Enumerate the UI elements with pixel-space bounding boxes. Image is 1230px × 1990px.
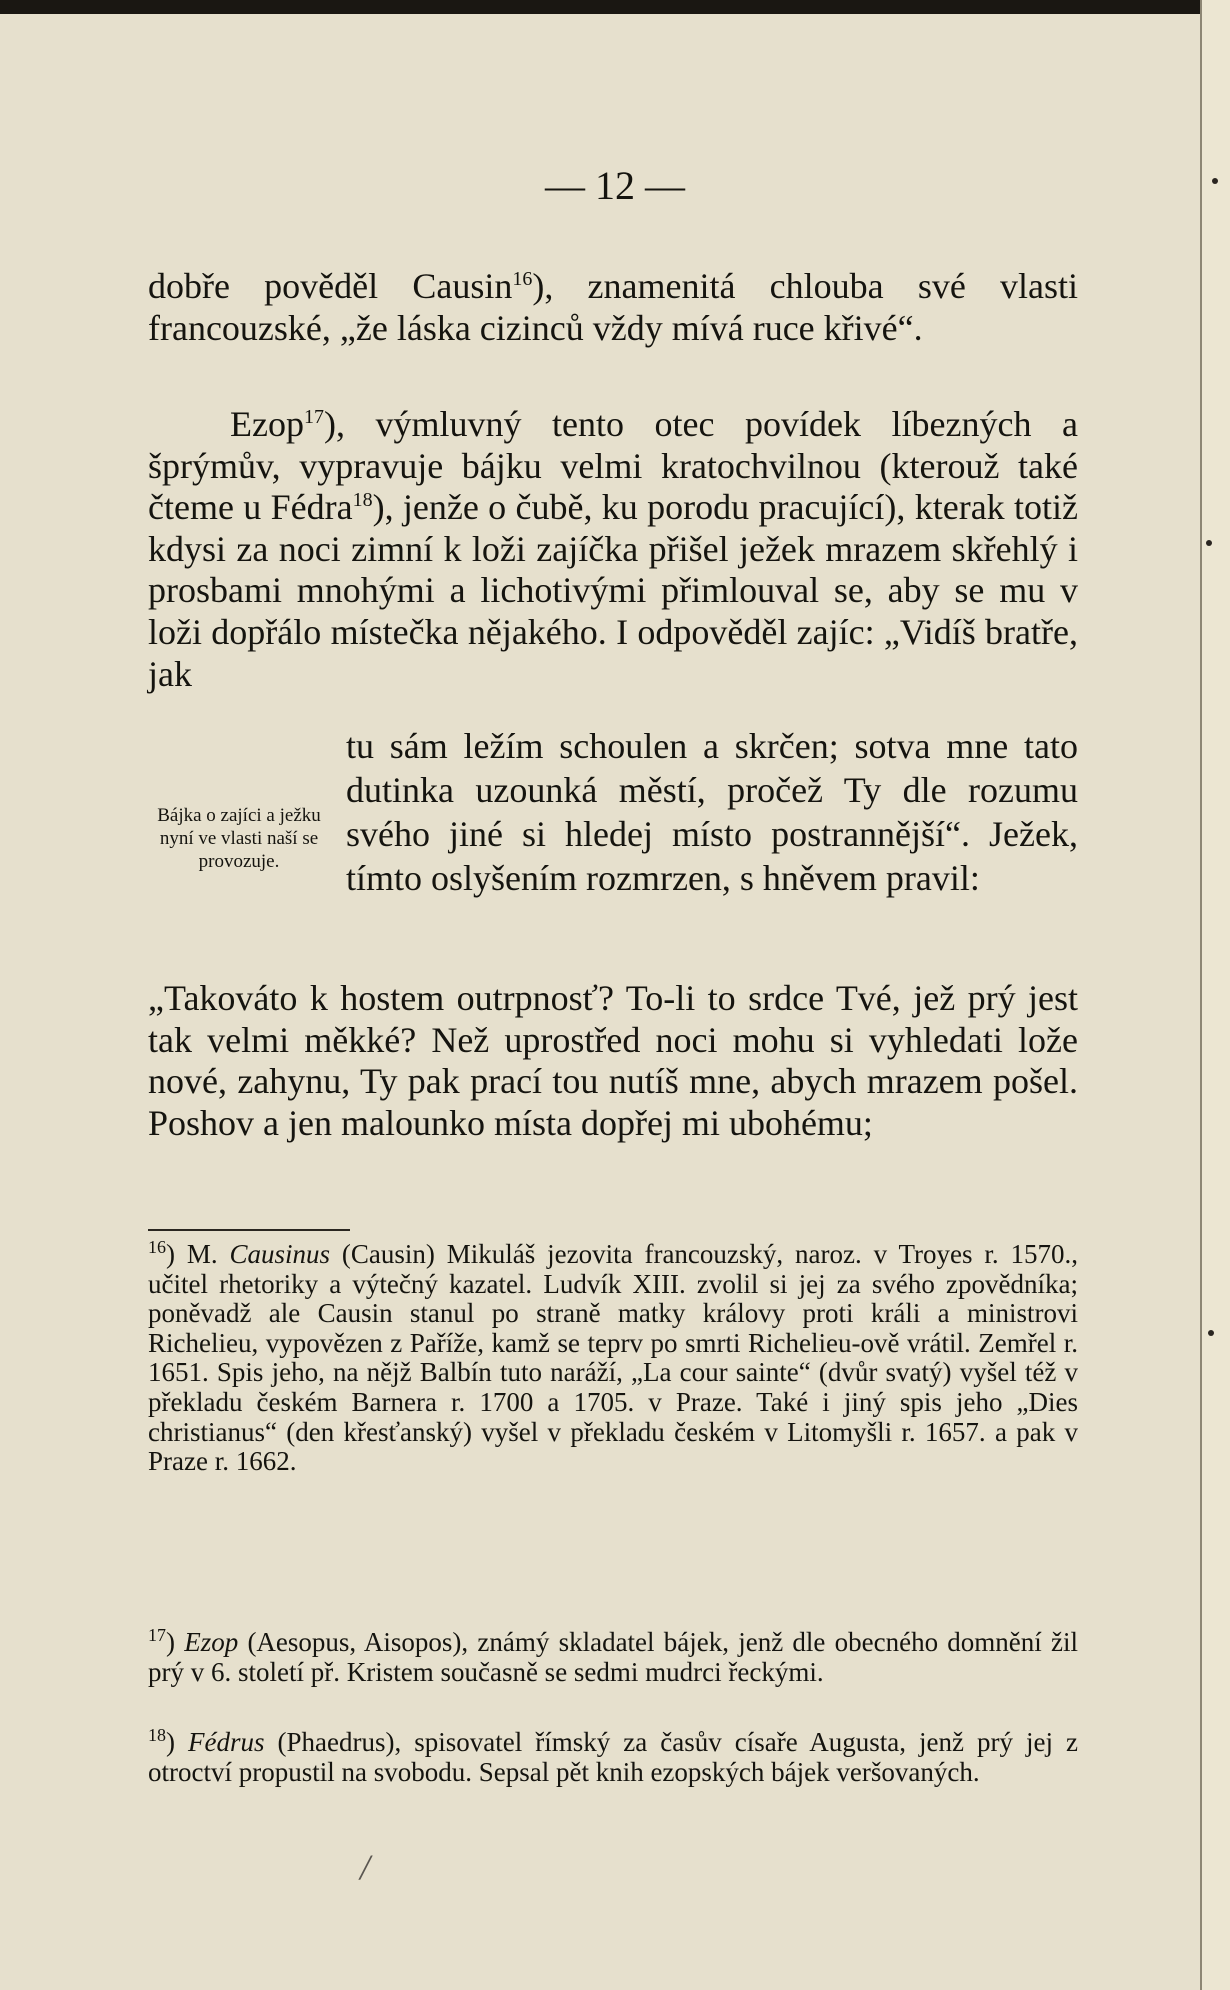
footnote-17-name: Ezop (184, 1627, 239, 1657)
side-note-block (148, 724, 1078, 900)
footnote-16-pre: M. (186, 1239, 230, 1269)
side-note: Bájka o zajíci a ježku nyní ve vlasti naší se provozuje. (157, 805, 321, 872)
paragraph-2-side-text: tu sám ležím schoulen a skrčen; sotva mne tato dutinka uzounká městí, pročež Ty dle rozumu svého jiné si hledej místo postrannější“. Ježek, tímto oslyšením rozmrzen, s hněvem pravil: (346, 726, 1078, 898)
footnote-ref-17: 17 (303, 406, 324, 428)
footnote-16-mark: 16 (148, 1237, 166, 1257)
footnote-ref-16: 16 (512, 268, 533, 290)
page-number: — 12 — (545, 163, 685, 208)
pencil-mark: / (360, 1847, 371, 1887)
footnote-18-mark: 18 (148, 1725, 166, 1745)
footnote-16-name: Causinus (229, 1239, 331, 1269)
edge-mark (1206, 540, 1212, 546)
paragraph-2-text-b: ), výmluvný tento otec povídek líbezných a šprýmův, vypravuje bájku velmi kratochvilnou (kterouž také čteme u Fédra (148, 404, 1078, 528)
footnote-ref-18: 18 (352, 489, 373, 512)
footnote-17: $^{17}$) Ezop (Aesopus, Aisopos), známý skladatel bájek, jenž dle obecného domnění žil prý v 6. století př. Kristem současně se sedmi mudrci řeckými. (148, 1625, 1078, 1687)
adjacent-page-edge (1200, 0, 1230, 1990)
paragraph-1-text-b: ), znamenitá chlouba své vlasti francouzské, „že láska cizinců vždy mívá ruce křivé“. (148, 266, 1078, 348)
paragraph-2-continuation (148, 978, 1078, 1144)
footnote-17-mark: 17 (148, 1625, 166, 1645)
paragraph-2-intro (148, 404, 1078, 695)
book-page (0, 14, 1202, 1990)
paragraph-2-text-d: „Takováto k hostem outrpnosť? To-li to srdce Tvé, jež prý jest tak velmi měkké? Než uprostřed noci mohu si vyhledati lože nové, zahynu, Ty pak prací tou nutíš mne, abych mrazem pošel. Poshov a jen malounko místa dopřej mi ubohému; (148, 978, 1078, 1143)
edge-mark (1208, 1330, 1214, 1336)
footnote-18-name: Fédrus (188, 1727, 265, 1757)
paragraph-1-text-a: dobře pověděl Causin (148, 266, 513, 306)
footnote-18: $^{18}$) Fédrus (Phaedrus), spisovatel římský za časův císaře Augusta, jenž prý jej z otroctví propustil na svobodu. Sepsal pět knih ezopských bájek veršovaných. (148, 1725, 1078, 1787)
paragraph-2-text-c: ), jenže o čubě, ku porodu pracující), kterak totiž kdysi za noci zimní k loži zajíčka přišel ježek mrazem skřehlý i prosbami mnohými a lichotivými přimlouval se, aby se mu v loži dopřálo místečka nějakého. I odpověděl zajíc: „Vidíš bratře, jak (148, 487, 1078, 694)
paragraph-1 (148, 266, 1078, 349)
footnote-16: $^{16}$) M. Causinus (Causin) Mikuláš jezovita francouzský, naroz. v Troyes r. 1570., učitel rhetoriky a výtečný kazatel. Ludvík XIII. zvolil si jej za svého zpovědníka; poněvadž ale Causin stanul po straně matky královy proti králi a ministrovi Richelieu, vypovězen z Paříže, kamž se teprv po smrti Richelieu-ově vrátil. Zemřel r. 1651. Spis jeho, na nějž Balbín tuto naráží, „La cour sainte“ (dvůr svatý) vyšel též v překladu českém Barnera r. 1700 a 1705. v Praze. Také i jiný spis jeho „Dies christianus“ (den křesťanský) vyšel v překladu českém v Litomyšli r. 1657. a pak v Praze r. 1662. (148, 1237, 1079, 1477)
footnote-divider (148, 1229, 350, 1231)
footnote-17-text: (Aesopus, Aisopos), známý skladatel bájek, jenž dle obecného domnění žil prý v 6. století př. Kristem současně se sedmi mudrci řeckými. (148, 1627, 1078, 1687)
footnote-16-text: (Causin) Mikuláš jezovita francouzský, naroz. v Troyes r. 1570., učitel rhetoriky a výtečný kazatel. Ludvík XIII. zvolil si jej za svého zpovědníka; poněvadž ale Causin stanul po straně matky královy proti králi a ministrovi Richelieu, vypovězen z Paříže, kamž se teprv po smrti Richelieu-ově vrátil. Zemřel r. 1651. Spis jeho, na nějž Balbín tuto naráží, „La cour sainte“ (dvůr svatý) vyšel též v překladu českém Barnera r. 1700 a 1705. v Praze. Také i jiný spis jeho „Dies christianus“ (den křesťanský) vyšel v překladu českém v Litomyšli r. 1657. a pak v Praze r. 1662. (148, 1239, 1079, 1477)
edge-mark (1212, 178, 1218, 184)
footnote-18-text: (Phaedrus), spisovatel římský za časův císaře Augusta, jenž prý jej z otroctví propustil na svobodu. Sepsal pět knih ezopských bájek veršovaných. (148, 1727, 1078, 1787)
paragraph-2-text-a: Ezop (230, 404, 304, 444)
